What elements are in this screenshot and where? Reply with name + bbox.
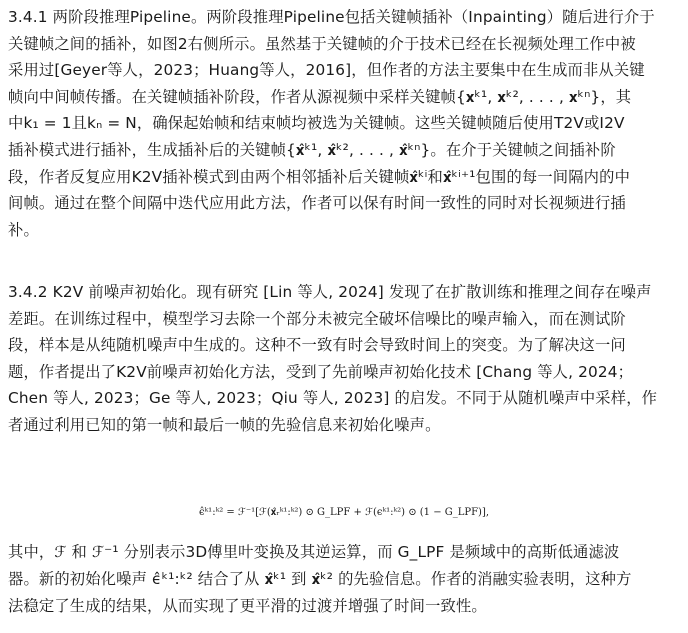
text-line: 其中，ℱ 和 ℱ⁻¹ 分别表示3D傅里叶变换及其逆运算，而 G_LPF 是频域中的高斯低通滤波 xyxy=(8,543,620,561)
text-line: 段，样本是从纯随机噪声中生成的。这种不一致有时会导致时间上的突变。为了解决这一问 xyxy=(8,336,626,355)
text-line: 题，作者提出了K2V前噪声初始化方法，受到了先前噪声初始化技术 [Chang 等人, 2024； xyxy=(8,362,634,381)
text-line: 间帧。通过在整个间隔中迭代应用此方法，作者可以保有时间一致性的同时对长视频进行插 xyxy=(8,194,626,213)
text-line: 中k₁ = 1且kₙ = N，确保起始帧和结束帧均被选为关键帧。这些关键帧随后使用T2V或I2V xyxy=(8,114,625,133)
text-line: Chen 等人, 2023；Ge 等人, 2023；Qiu 等人, 2023] 的启发。不同于从随机噪声中采样，作 xyxy=(8,389,658,408)
text-line: 补。 xyxy=(8,220,39,239)
equation-explanation-paragraph xyxy=(8,539,676,620)
text-line: 采用过[Geyer等人，2023；Huang等人，2016]，但作者的方法主要集中在生成而非从关键 xyxy=(8,61,645,80)
text-line: 3.4.2 K2V 前噪声初始化。现有研究 [Lin 等人, 2024] 发现了在扩散训练和推理之间存在噪声 xyxy=(8,283,652,301)
section-3-4-1-paragraph xyxy=(8,4,676,243)
text-line: 帧向中间帧传播。在关键帧插补阶段，作者从源视频中采样关键帧{𝐱ᵏ¹, 𝐱ᵏ², . . . , 𝐱ᵏⁿ}，其 xyxy=(8,87,632,106)
text-line: 者通过利用已知的第一帧和最后一帧的先验信息来初始化噪声。 xyxy=(8,415,441,434)
text-line: 段，作者反复应用K2V插补模式到由两个相邻插补后关键帧𝐱̂ᵏⁱ和𝐱̂ᵏⁱ⁺¹包围的每一间隔内的中 xyxy=(8,167,631,186)
text-line: 差距。在训练过程中，模型学习去除一个部分未被完全破坏信噪比的噪声输入，而在测试阶 xyxy=(8,309,626,328)
text-line: 法稳定了生成的结果，从而实现了更平滑的过渡并增强了时间一致性。 xyxy=(8,597,487,615)
text-line: 关键帧之间的插补，如图2右侧所示。虽然基于关键帧的介于技术已经在长视频处理工作中被 xyxy=(8,34,636,53)
text-line: 器。新的初始化噪声 ϵ̂ᵏ¹:ᵏ² 结合了从 𝐱̂ᵏ¹ 到 𝐱̂ᵏ² 的先验信息。作者的消融实验表明，这种方 xyxy=(8,570,632,588)
noise-initialization-equation: ϵ̂ᵏ¹:ᵏ² = ℱ⁻¹[ℱ(𝐱̂ᵣᵏ¹:ᵏ²) ⊙ G_LPF + ℱ(ϵᵏ¹:ᵏ²) ⊙ (1 − G_LPF)], xyxy=(198,507,490,518)
text-line: 3.4.1 两阶段推理Pipeline。两阶段推理Pipeline包括关键帧插补（Inpainting）随后进行介于 xyxy=(8,8,655,26)
text-line: 插补模式进行插补，生成插补后的关键帧{𝐱̂ᵏ¹, 𝐱̂ᵏ², . . . , 𝐱̂ᵏⁿ}。在介于关键帧之间插补阶 xyxy=(8,140,616,159)
section-3-4-2-paragraph xyxy=(8,279,676,439)
